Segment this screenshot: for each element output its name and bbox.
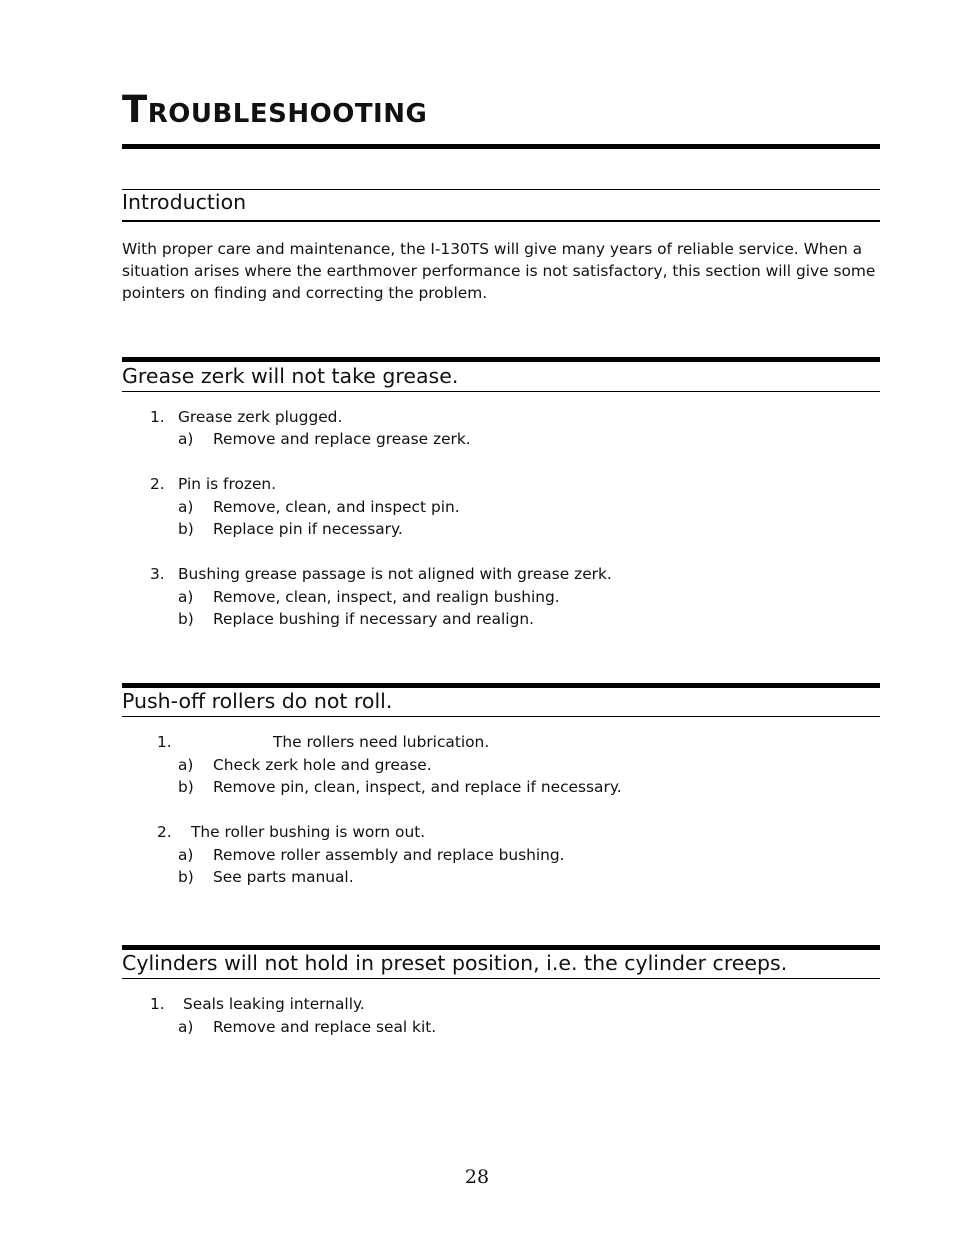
section-3-heading: Cylinders will not hold in preset position, i.e. the cylinder creeps. bbox=[122, 951, 788, 975]
list-item: Pin is frozen. bbox=[178, 475, 277, 493]
page-number: 28 bbox=[464, 1166, 490, 1188]
sub-item-letter: a) bbox=[178, 756, 194, 774]
sub-item: Check zerk hole and grease. bbox=[213, 756, 432, 774]
sub-item-letter: a) bbox=[178, 430, 194, 448]
sub-item: Remove, clean, inspect, and realign bushing. bbox=[213, 588, 560, 606]
sub-item: See parts manual. bbox=[213, 868, 354, 886]
sub-item: Replace bushing if necessary and realign. bbox=[213, 610, 535, 628]
section-1-top-rule bbox=[122, 357, 880, 362]
section-2-heading: Push-off rollers do not roll. bbox=[122, 689, 393, 713]
sub-item-letter: a) bbox=[178, 588, 194, 606]
section-2-bottom-rule bbox=[122, 716, 880, 717]
sub-item-letter: b) bbox=[178, 868, 194, 886]
sub-item-letter: b) bbox=[178, 520, 194, 538]
list-item-number: 1. bbox=[150, 408, 165, 426]
list-item: Bushing grease passage is not aligned with grease zerk. bbox=[178, 565, 612, 583]
list-item: The roller bushing is worn out. bbox=[191, 823, 426, 841]
sub-item-letter: a) bbox=[178, 1018, 194, 1036]
sub-item: Replace pin if necessary. bbox=[213, 520, 403, 538]
sub-item: Remove roller assembly and replace bushing. bbox=[213, 846, 565, 864]
list-item-number: 2. bbox=[157, 823, 172, 841]
section-3-bottom-rule bbox=[122, 978, 880, 979]
sub-item: Remove pin, clean, inspect, and replace if necessary. bbox=[213, 778, 622, 796]
sub-item: Remove, clean, and inspect pin. bbox=[213, 498, 460, 516]
intro-heading: Introduction bbox=[122, 190, 247, 214]
sub-item-letter: b) bbox=[178, 610, 194, 628]
intro-paragraph: With proper care and maintenance, the I-130TS will give many years of reliable service. When a situation arises where the earthmover performance is not satisfactory, this section will give some pointers on finding and correcting the problem. bbox=[122, 240, 876, 303]
title-rule bbox=[122, 144, 880, 149]
page-title-initial: T bbox=[122, 88, 148, 131]
sub-item-letter: b) bbox=[178, 778, 194, 796]
list-item-number: 3. bbox=[150, 565, 165, 583]
list-item: The rollers need lubrication. bbox=[273, 733, 490, 751]
page-title-rest: ROUBLESHOOTING bbox=[147, 99, 428, 129]
section-1-bottom-rule bbox=[122, 391, 880, 392]
intro-bottom-rule bbox=[122, 220, 880, 222]
sub-item-letter: a) bbox=[178, 498, 194, 516]
list-item: Seals leaking internally. bbox=[183, 995, 365, 1013]
page-title bbox=[122, 88, 427, 131]
sub-item: Remove and replace grease zerk. bbox=[213, 430, 471, 448]
section-1-heading: Grease zerk will not take grease. bbox=[122, 364, 459, 388]
sub-item: Remove and replace seal kit. bbox=[213, 1018, 437, 1036]
sub-item-letter: a) bbox=[178, 846, 194, 864]
list-item-number: 2. bbox=[150, 475, 165, 493]
list-item: Grease zerk plugged. bbox=[178, 408, 343, 426]
list-item-number: 1. bbox=[157, 733, 172, 751]
list-item-number: 1. bbox=[150, 995, 165, 1013]
